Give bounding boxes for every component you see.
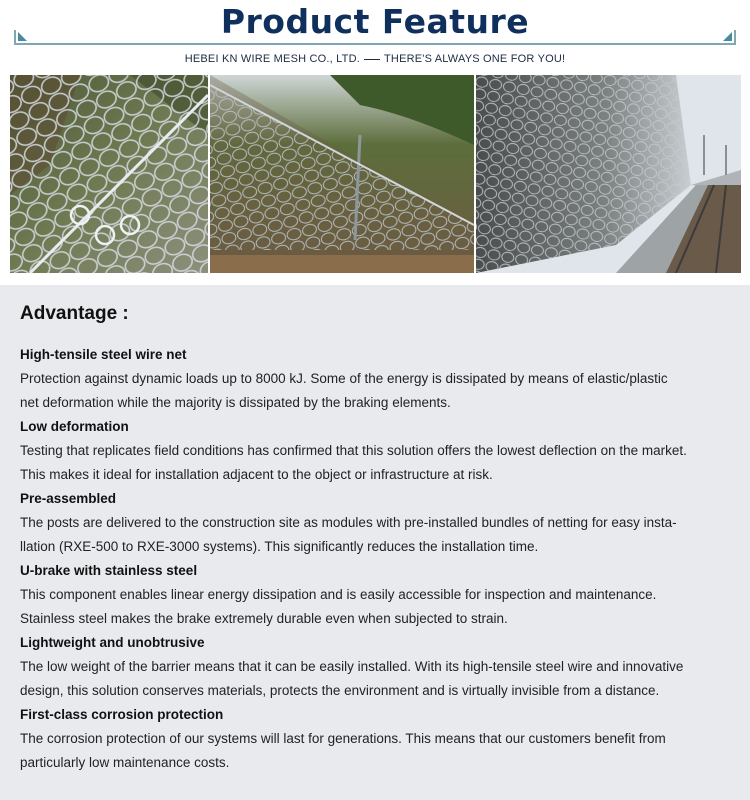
advantage-heading: Advantage : [20, 303, 129, 324]
advantage-item-corrosion [20, 703, 742, 775]
advantage-item-text: Stainless steel makes the brake extremely durable even when subjected to strain. [20, 611, 508, 626]
advantage-item-low-deformation [20, 415, 742, 487]
advantage-item-text: The posts are delivered to the construction site as modules with pre-installed bundles of netting for easy insta- [20, 515, 677, 530]
advantage-item-pre-assembled [20, 487, 742, 559]
advantage-item-text: The corrosion protection of our systems will last for generations. This means that our customers benefit from [20, 731, 666, 746]
corner-triangle-left [18, 32, 27, 41]
advantage-item-title: High-tensile steel wire net [20, 347, 187, 362]
photo-3-image [476, 75, 741, 273]
photo-slope-mesh-along-railway [476, 75, 741, 273]
advantage-item-title: Low deformation [20, 419, 129, 434]
advantage-item-text: design, this solution conserves materials, protects the environment and is virtually invisible from a distance. [20, 683, 660, 698]
title-rule-right-cap [734, 30, 736, 45]
advantage-item-text: Testing that replicates field conditions has confirmed that this solution offers the lowest deflection on the market. [20, 443, 687, 458]
advantage-item-lightweight [20, 631, 742, 703]
corner-triangle-right [723, 32, 732, 41]
advantage-item-title: U-brake with stainless steel [20, 563, 198, 578]
advantage-item-title: First-class corrosion protection [20, 707, 224, 722]
company-name: HEBEI KN WIRE MESH CO., LTD. [184, 53, 360, 65]
photo-2-image [210, 75, 474, 273]
advantage-item-text: This makes it ideal for installation adjacent to the object or infrastructure at risk. [20, 467, 493, 482]
photo-rockfall-barrier-hillside [210, 75, 474, 273]
advantage-item-text: llation (RXE-500 to RXE-3000 systems). This significantly reduces the installation time. [20, 539, 539, 554]
advantage-item-text: Protection against dynamic loads up to 8000 kJ. Some of the energy is dissipated by means of elastic/plastic [20, 371, 668, 386]
advantage-item-high-tensile [20, 343, 742, 415]
advantage-list [20, 343, 742, 775]
tagline-dash [364, 59, 380, 60]
advantage-item-u-brake [20, 559, 742, 631]
advantage-panel [0, 285, 750, 800]
advantage-item-text: This component enables linear energy dissipation and is easily accessible for inspection and maintenance. [20, 587, 657, 602]
company-tagline [0, 53, 750, 65]
title-rule [14, 43, 736, 45]
company-slogan: THERE'S ALWAYS ONE FOR YOU! [384, 53, 566, 65]
page-title: Product Feature [220, 2, 530, 41]
advantage-item-text: The low weight of the barrier means that it can be easily installed. With its high-tensile steel wire and innovative [20, 659, 684, 674]
header [0, 0, 750, 75]
advantage-item-text: particularly low maintenance costs. [20, 755, 230, 770]
photo-1-image [10, 75, 208, 273]
product-photos [10, 75, 741, 273]
advantage-item-text: net deformation while the majority is dissipated by the braking elements. [20, 395, 451, 410]
title-rule-left-cap [14, 30, 16, 45]
photo-rockfall-netting-slope-closeup [10, 75, 208, 273]
advantage-item-title: Lightweight and unobtrusive [20, 635, 205, 650]
advantage-item-title: Pre-assembled [20, 491, 117, 506]
